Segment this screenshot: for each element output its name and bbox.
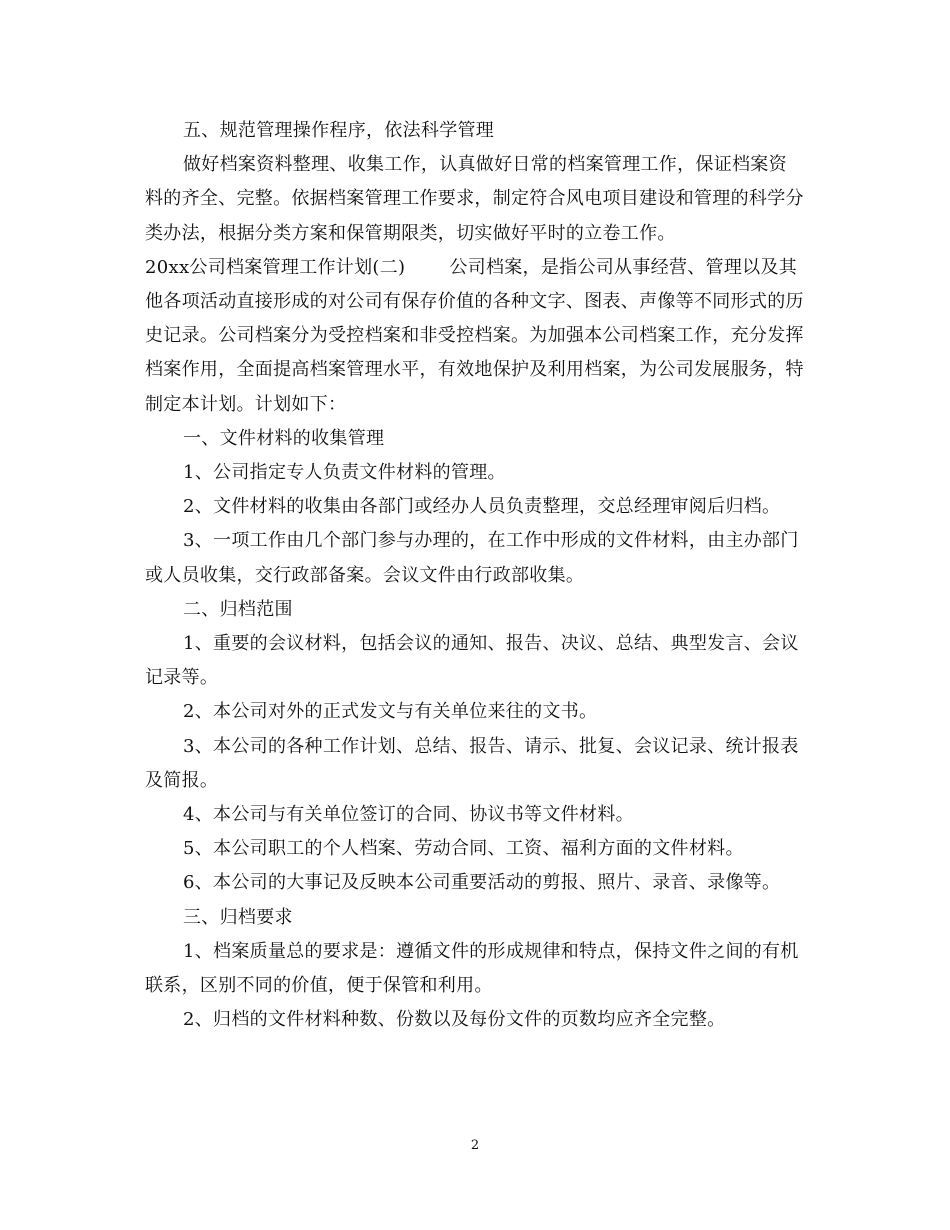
list-item: 2、归档的文件材料种数、份数以及每份文件的页数均应齐全完整。	[183, 1009, 726, 1031]
paragraph: 做好档案资料整理、收集工作，认真做好日常的档案管理工作，保证档案资料的齐全、完整。依据档案管理工作要求，制定符合风电项目建设和管理的科学分类办法，根据分类方案和保管期限类，切实做好平时的立卷工作。	[145, 154, 804, 244]
plan-intro: 公司档案，是指公司从事经营、管理以及其他各项活动直接形成的对公司有保存价值的各种文字、图表、声像等不同形式的历史记录。公司档案分为受控档案和非受控档案。为加强本公司档案工作，充分发挥档案作用，全面提高档案管理水平，有效地保护及利用档案，为公司发展服务，特制定本计划。计划如下：	[145, 256, 804, 415]
list-item: 1、档案质量总的要求是：遵循文件的形成规律和特点，保持文件之间的有机联系，区别不同的价值，便于保管和利用。	[145, 940, 799, 997]
section-heading-3: 三、归档要求	[183, 906, 293, 928]
section-heading-5: 五、规范管理操作程序，依法科学管理	[183, 120, 495, 141]
list-item: 1、公司指定专人负责文件材料的管理。	[183, 462, 506, 484]
list-item: 6、本公司的大事记及反映本公司重要活动的剪报、照片、录音、录像等。	[183, 872, 781, 894]
list-item: 3、一项工作由几个部门参与办理的，在工作中形成的文件材料，由主办部门或人员收集，交行政部备案。会议文件由行政部收集。	[145, 530, 799, 586]
section-heading-2: 二、归档范围	[183, 598, 293, 620]
plan-title: 20xx公司档案管理工作计划(二)	[145, 256, 406, 278]
plan-title-paragraph	[145, 251, 805, 422]
list-item: 3、本公司的各种工作计划、总结、报告、请示、批复、会议记录、统计报表及简报。	[145, 735, 799, 791]
list-item: 2、本公司对外的正式发文与有关单位来往的文书。	[183, 701, 598, 723]
page-number: 2	[470, 1138, 480, 1153]
section-heading-1: 一、文件材料的收集管理	[183, 427, 385, 449]
list-item: 5、本公司职工的个人档案、劳动合同、工资、福利方面的文件材料。	[183, 838, 744, 860]
list-item: 4、本公司与有关单位签订的合同、协议书等文件材料。	[183, 804, 634, 826]
list-item: 2、文件材料的收集由各部门或经办人员负责整理，交总经理审阅后归档。	[183, 496, 781, 518]
list-item: 1、重要的会议材料，包括会议的通知、报告、决议、总结、典型发言、会议记录等。	[145, 633, 799, 689]
document-body	[145, 114, 805, 1037]
